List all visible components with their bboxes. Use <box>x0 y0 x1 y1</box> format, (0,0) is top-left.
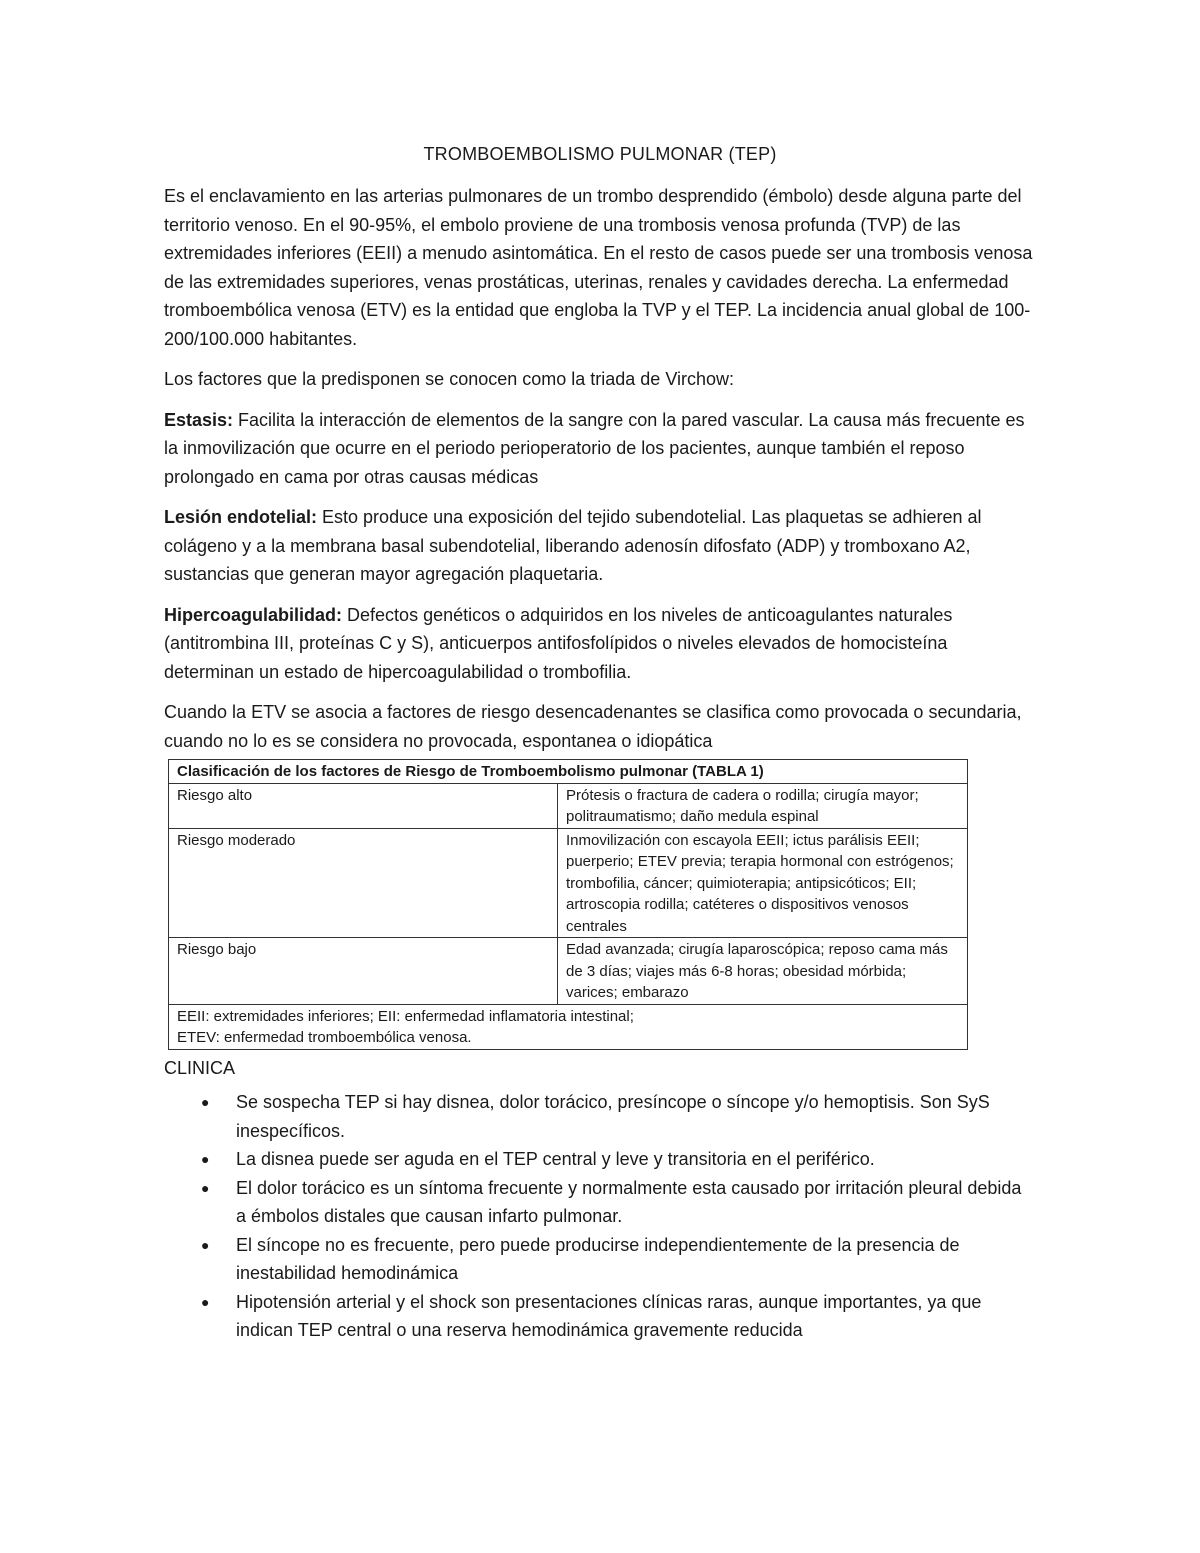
clinica-heading: CLINICA <box>164 1057 236 1078</box>
factor-term: Hipercoagulabilidad: <box>164 604 343 625</box>
document-title: TROMBOEMBOLISMO PULMONAR (TEP) <box>423 144 777 164</box>
risk-level-cell: Riesgo bajo <box>169 938 558 1005</box>
bullet-icon: ● <box>201 1151 210 1167</box>
factor-estasis <box>164 406 1036 492</box>
list-item-text: El síncope no es frecuente, pero puede producirse independientemente de la presencia de inestabilidad hemodinámica <box>236 1234 960 1283</box>
list-item <box>201 1088 1036 1145</box>
intro-paragraph: Es el enclavamiento en las arterias pulmonares de un trombo desprendido (émbolo) desde alguna parte del territorio venoso. En el 90-95%, el embolo proviene de una trombosis venosa profunda (TVP) de las extremidades inferiores (EEII) a menudo asintomática. En el resto de casos puede ser una trombosis venosa de las extremidades superiores, venas prostáticas, uterinas, renales y cavidades derecha. La enfermedad tromboembólica venosa (ETV) es la entidad que engloba la TVP y el TEP. La incidencia anual global de 100-200/100.000 habitantes. <box>164 186 1033 349</box>
risk-factors-cell: Inmovilización con escayola EEII; ictus parálisis EEII; puerperio; ETEV previa; terapia hormonal con estrógenos; trombofilia, cáncer; quimioterapia; antipsicóticos; EII; artroscopia rodilla; catéteres o dispositivos venosos centrales <box>558 828 968 938</box>
factor-text: Esto produce una exposición del tejido subendotelial. Las plaquetas se adhieren al colágeno y a la membrana basal subendotelial, liberando adenosín difosfato (ADP) y tromboxano A2, sustancias que generan mayor agregación plaquetaria. <box>164 507 982 584</box>
table-caption-row <box>169 760 968 784</box>
factor-text: Defectos genéticos o adquiridos en los niveles de anticoagulantes naturales (antitrombina III, proteínas C y S), anticuerpos antifosfolípidos o niveles elevados de homocisteína determinan un estado de hipercoagulabilidad o trombofilia. <box>164 604 953 682</box>
clinica-list <box>164 1088 1036 1345</box>
factor-text: Facilita la interacción de elementos de la sangre con la pared vascular. La causa más frecuente es la inmovilización que ocurre en el periodo perioperatorio de los pacientes, aunque también el reposo prolongado en cama por otras causas médicas <box>164 409 1025 487</box>
factor-term: Estasis: <box>164 409 234 430</box>
classification-paragraph: Cuando la ETV se asocia a factores de riesgo desencadenantes se clasifica como provocada o secundaria, cuando no lo es se considera no provocada, espontanea o idiopática <box>164 702 1022 751</box>
document-page <box>164 140 1036 1345</box>
table-footnote-row <box>169 1004 968 1049</box>
table-row <box>169 938 968 1005</box>
risk-level-cell: Riesgo moderado <box>169 828 558 938</box>
table-row <box>169 828 968 938</box>
list-item-text: Se sospecha TEP si hay disnea, dolor torácico, presíncope o síncope y/o hemoptisis. Son SyS inespecíficos. <box>236 1092 990 1141</box>
list-item <box>201 1174 1036 1231</box>
risk-factors-cell: Prótesis o fractura de cadera o rodilla; cirugía mayor; politraumatismo; daño medula espinal <box>558 783 968 828</box>
factor-hipercoagulabilidad <box>164 601 1036 687</box>
footnote-line: EEII: extremidades inferiores; EII: enfermedad inflamatoria intestinal; <box>177 1007 634 1025</box>
bullet-icon: ● <box>201 1179 210 1196</box>
risk-factors-cell <box>558 938 968 1005</box>
footnote-line: ETEV: enfermedad tromboembólica venosa. <box>177 1029 472 1046</box>
list-item <box>201 1145 1036 1174</box>
risk-level-cell: Riesgo alto <box>169 783 558 828</box>
factor-term: Lesión endotelial: <box>164 507 318 527</box>
bullet-icon: ● <box>201 1293 210 1310</box>
list-item <box>201 1231 1036 1288</box>
list-item <box>201 1288 1036 1345</box>
bullet-icon: ● <box>201 1236 210 1253</box>
risk-table <box>168 759 968 1050</box>
table-row <box>169 783 968 828</box>
list-item-text: Hipotensión arterial y el shock son presentaciones clínicas raras, aunque importantes, ya que indican TEP central o una reserva hemodinámica gravemente reducida <box>236 1291 982 1340</box>
factor-lesion-endotelial <box>164 503 1036 589</box>
list-item-text: El dolor torácico es un síntoma frecuente y normalmente esta causado por irritación pleural debida a émbolos distales que causan infarto pulmonar. <box>236 1177 1022 1226</box>
risk-factors-text: Edad avanzada; cirugía laparoscópica; reposo cama más de 3 días; viajes más 6-8 horas; obesidad mórbida; <box>566 941 948 980</box>
table-footnote <box>169 1004 968 1049</box>
bullet-icon: ● <box>201 1094 210 1110</box>
virchow-intro: Los factores que la predisponen se conocen como la triada de Virchow: <box>164 369 735 389</box>
list-item-text: La disnea puede ser aguda en el TEP central y leve y transitoria en el periférico. <box>236 1149 875 1169</box>
table-caption: Clasificación de los factores de Riesgo de Tromboembolismo pulmonar (TABLA 1) <box>169 760 968 784</box>
risk-factors-extra: varices; embarazo <box>566 984 689 1001</box>
